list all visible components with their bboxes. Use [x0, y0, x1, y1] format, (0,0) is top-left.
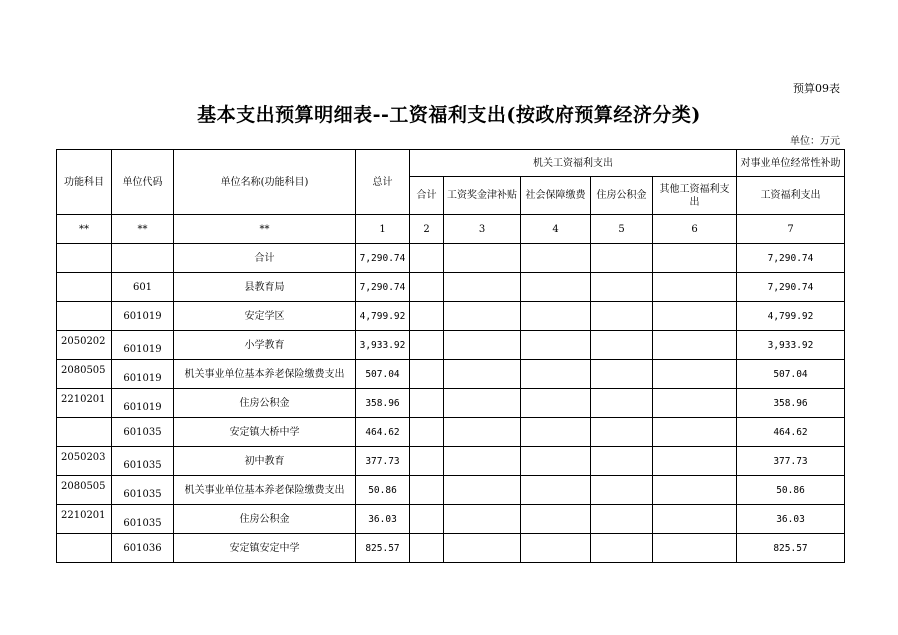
index-cell: 5 [591, 215, 653, 244]
total-cell: 825.57 [356, 534, 410, 563]
budget-table [56, 149, 845, 563]
unit-code-cell: 601036 [112, 534, 174, 563]
pub-wages-cell: 358.96 [737, 389, 845, 418]
header-org-other: 其他工资福利支出 [653, 177, 737, 215]
unit-name-cell: 合计 [174, 244, 356, 273]
header-org-social: 社会保障缴费 [521, 177, 591, 215]
unit-code-cell: 601 [112, 273, 174, 302]
unit-name-cell: 机关事业单位基本养老保险缴费支出 [174, 360, 356, 389]
header-unit-name: 单位名称(功能科目) [174, 150, 356, 215]
table-row [57, 360, 845, 389]
table-row [57, 331, 845, 360]
unit-label: 单位：万元 [790, 136, 840, 147]
func-code-cell [57, 244, 112, 273]
table-row [57, 389, 845, 418]
header-func-code: 功能科目 [57, 150, 112, 215]
unit-code-cell: 601035 [112, 447, 174, 476]
total-cell: 507.04 [356, 360, 410, 389]
header-total: 总计 [356, 150, 410, 215]
unit-name-cell: 住房公积金 [174, 389, 356, 418]
unit-name-cell: 安定镇大桥中学 [174, 418, 356, 447]
unit-code-cell: 601019 [112, 389, 174, 418]
total-cell: 50.86 [356, 476, 410, 505]
table-row [57, 476, 845, 505]
pub-wages-cell: 7,290.74 [737, 244, 845, 273]
index-cell: ** [174, 215, 356, 244]
unit-code-cell: 601035 [112, 476, 174, 505]
index-cell: ** [57, 215, 112, 244]
header-pub-wages: 工资福利支出 [737, 177, 845, 215]
header-pub-group: 对事业单位经常性补助 [737, 150, 845, 177]
table-row [57, 505, 845, 534]
unit-name-cell: 初中教育 [174, 447, 356, 476]
unit-name-cell: 机关事业单位基本养老保险缴费支出 [174, 476, 356, 505]
table-row [57, 447, 845, 476]
total-cell: 7,290.74 [356, 244, 410, 273]
index-cell: 1 [356, 215, 410, 244]
total-cell: 358.96 [356, 389, 410, 418]
header-org-housing: 住房公积金 [591, 177, 653, 215]
func-code-cell: 2080505 [57, 360, 112, 389]
func-code-cell: 2210201 [57, 389, 112, 418]
unit-code-cell: 601035 [112, 418, 174, 447]
total-cell: 7,290.74 [356, 273, 410, 302]
unit-code-cell: 601019 [112, 331, 174, 360]
func-code-cell [57, 418, 112, 447]
index-cell: 4 [521, 215, 591, 244]
pub-wages-cell: 36.03 [737, 505, 845, 534]
header-unit-code: 单位代码 [112, 150, 174, 215]
index-cell: 3 [444, 215, 521, 244]
pub-wages-cell: 50.86 [737, 476, 845, 505]
unit-code-cell [112, 244, 174, 273]
unit-code-cell: 601019 [112, 360, 174, 389]
index-cell: 6 [653, 215, 737, 244]
unit-name-cell: 小学教育 [174, 331, 356, 360]
table-row [57, 302, 845, 331]
unit-name-cell: 县教育局 [174, 273, 356, 302]
total-cell: 3,933.92 [356, 331, 410, 360]
page-title: 基本支出预算明细表--工资福利支出(按政府预算经济分类) [197, 104, 701, 126]
total-cell: 464.62 [356, 418, 410, 447]
total-cell: 4,799.92 [356, 302, 410, 331]
index-cell: ** [112, 215, 174, 244]
pub-wages-cell: 464.62 [737, 418, 845, 447]
unit-name-cell: 安定学区 [174, 302, 356, 331]
func-code-cell [57, 302, 112, 331]
pub-wages-cell: 825.57 [737, 534, 845, 563]
header-org-sum: 合计 [410, 177, 444, 215]
func-code-cell: 2050202 [57, 331, 112, 360]
func-code-cell: 2210201 [57, 505, 112, 534]
func-code-cell: 2080505 [57, 476, 112, 505]
table-row [57, 273, 845, 302]
total-cell: 377.73 [356, 447, 410, 476]
header-org-group: 机关工资福利支出 [410, 150, 737, 177]
pub-wages-cell: 4,799.92 [737, 302, 845, 331]
unit-name-cell: 住房公积金 [174, 505, 356, 534]
pub-wages-cell: 507.04 [737, 360, 845, 389]
table-row [57, 418, 845, 447]
pub-wages-cell: 377.73 [737, 447, 845, 476]
total-cell: 36.03 [356, 505, 410, 534]
func-code-cell [57, 534, 112, 563]
unit-name-cell: 安定镇安定中学 [174, 534, 356, 563]
unit-code-cell: 601035 [112, 505, 174, 534]
index-cell: 2 [410, 215, 444, 244]
pub-wages-cell: 7,290.74 [737, 273, 845, 302]
func-code-cell: 2050203 [57, 447, 112, 476]
unit-code-cell: 601019 [112, 302, 174, 331]
index-cell: 7 [737, 215, 845, 244]
func-code-cell [57, 273, 112, 302]
pub-wages-cell: 3,933.92 [737, 331, 845, 360]
form-number: 预算09表 [793, 82, 840, 95]
table-row [57, 244, 845, 273]
table-row [57, 534, 845, 563]
header-org-wages: 工资奖金津补贴 [444, 177, 521, 215]
